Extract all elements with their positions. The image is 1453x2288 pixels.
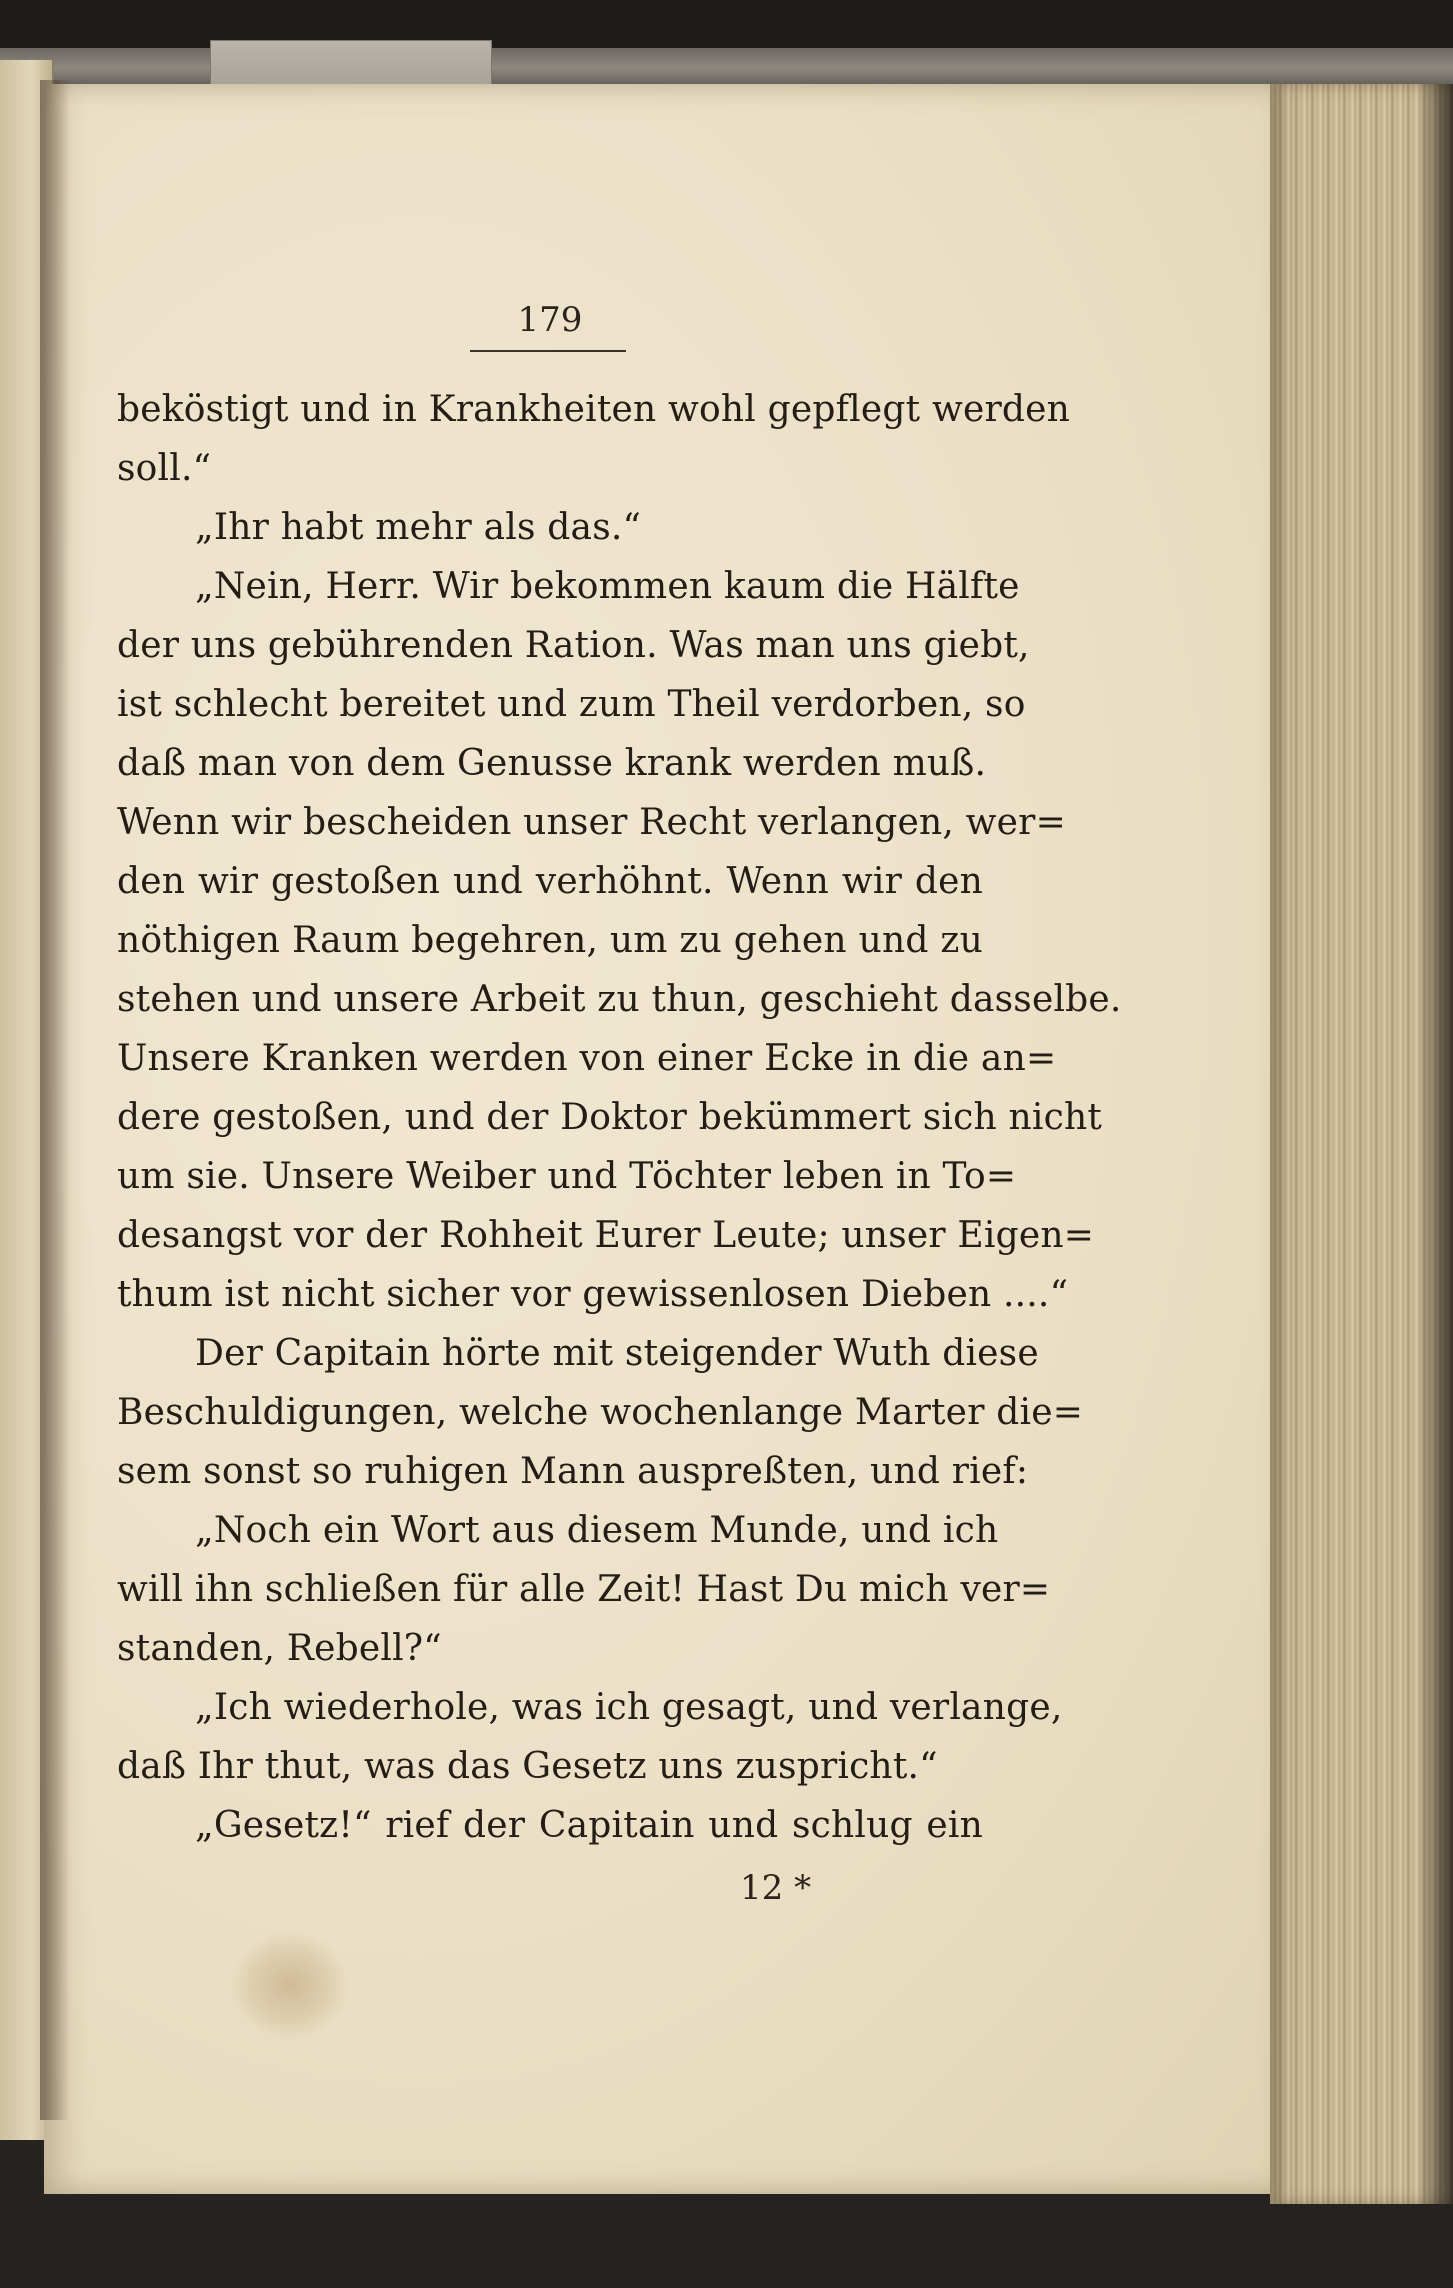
page-stain	[230, 1930, 350, 2040]
text-line: thum ist nicht sicher vor gewissenlosen Dieben ....“	[117, 1274, 1069, 1315]
page-stack-shadow	[1420, 84, 1453, 2204]
page-number: 179	[517, 300, 583, 340]
text-line: nöthigen Raum begehren, um zu gehen und zu	[117, 920, 983, 961]
text-line: „Nein, Herr. Wir bekommen kaum die Hälfte	[195, 566, 1020, 607]
signature-mark: 12 *	[740, 1868, 812, 1908]
text-line: Wenn wir bescheiden unser Recht verlangen, wer=	[117, 802, 1066, 843]
text-line: beköstigt und in Krankheiten wohl gepflegt werden	[117, 389, 1071, 430]
text-line: dere gestoßen, und der Doktor bekümmert sich nicht	[117, 1097, 1103, 1138]
text-line: stehen und unsere Arbeit zu thun, geschieht dasselbe.	[117, 979, 1122, 1020]
text-line: Der Capitain hörte mit steigender Wuth diese	[195, 1333, 1039, 1374]
body-text	[117, 380, 1122, 1855]
text-line: „Ich wiederhole, was ich gesagt, und verlange,	[195, 1687, 1063, 1728]
page-number-rule	[470, 350, 626, 352]
text-line: soll.“	[117, 448, 212, 489]
binding-tab	[210, 40, 492, 88]
text-line: ist schlecht bereitet und zum Theil verdorben, so	[117, 684, 1026, 725]
text-line: „Gesetz!“ rief der Capitain und schlug ein	[195, 1805, 983, 1846]
text-line: Beschuldigungen, welche wochenlange Marter die=	[117, 1392, 1084, 1433]
text-line: „Ihr habt mehr als das.“	[195, 507, 642, 548]
text-line: Unsere Kranken werden von einer Ecke in die an=	[117, 1038, 1057, 1079]
text-line: sem sonst so ruhigen Mann auspreßten, und rief:	[117, 1451, 1029, 1492]
text-line: will ihn schließen für alle Zeit! Hast Du mich ver=	[117, 1569, 1051, 1610]
text-line: den wir gestoßen und verhöhnt. Wenn wir den	[117, 861, 983, 902]
text-line: daß Ihr thut, was das Gesetz uns zuspricht.“	[117, 1746, 938, 1787]
text-line: um sie. Unsere Weiber und Töchter leben in To=	[117, 1156, 1017, 1197]
text-line: desangst vor der Rohheit Eurer Leute; unser Eigen=	[117, 1215, 1095, 1256]
text-line: der uns gebührenden Ration. Was man uns giebt,	[117, 625, 1030, 666]
gutter-shadow	[40, 80, 70, 2120]
text-line: daß man von dem Genusse krank werden muß.	[117, 743, 987, 784]
text-line: standen, Rebell?“	[117, 1628, 442, 1669]
text-line: „Noch ein Wort aus diesem Munde, und ich	[195, 1510, 999, 1551]
